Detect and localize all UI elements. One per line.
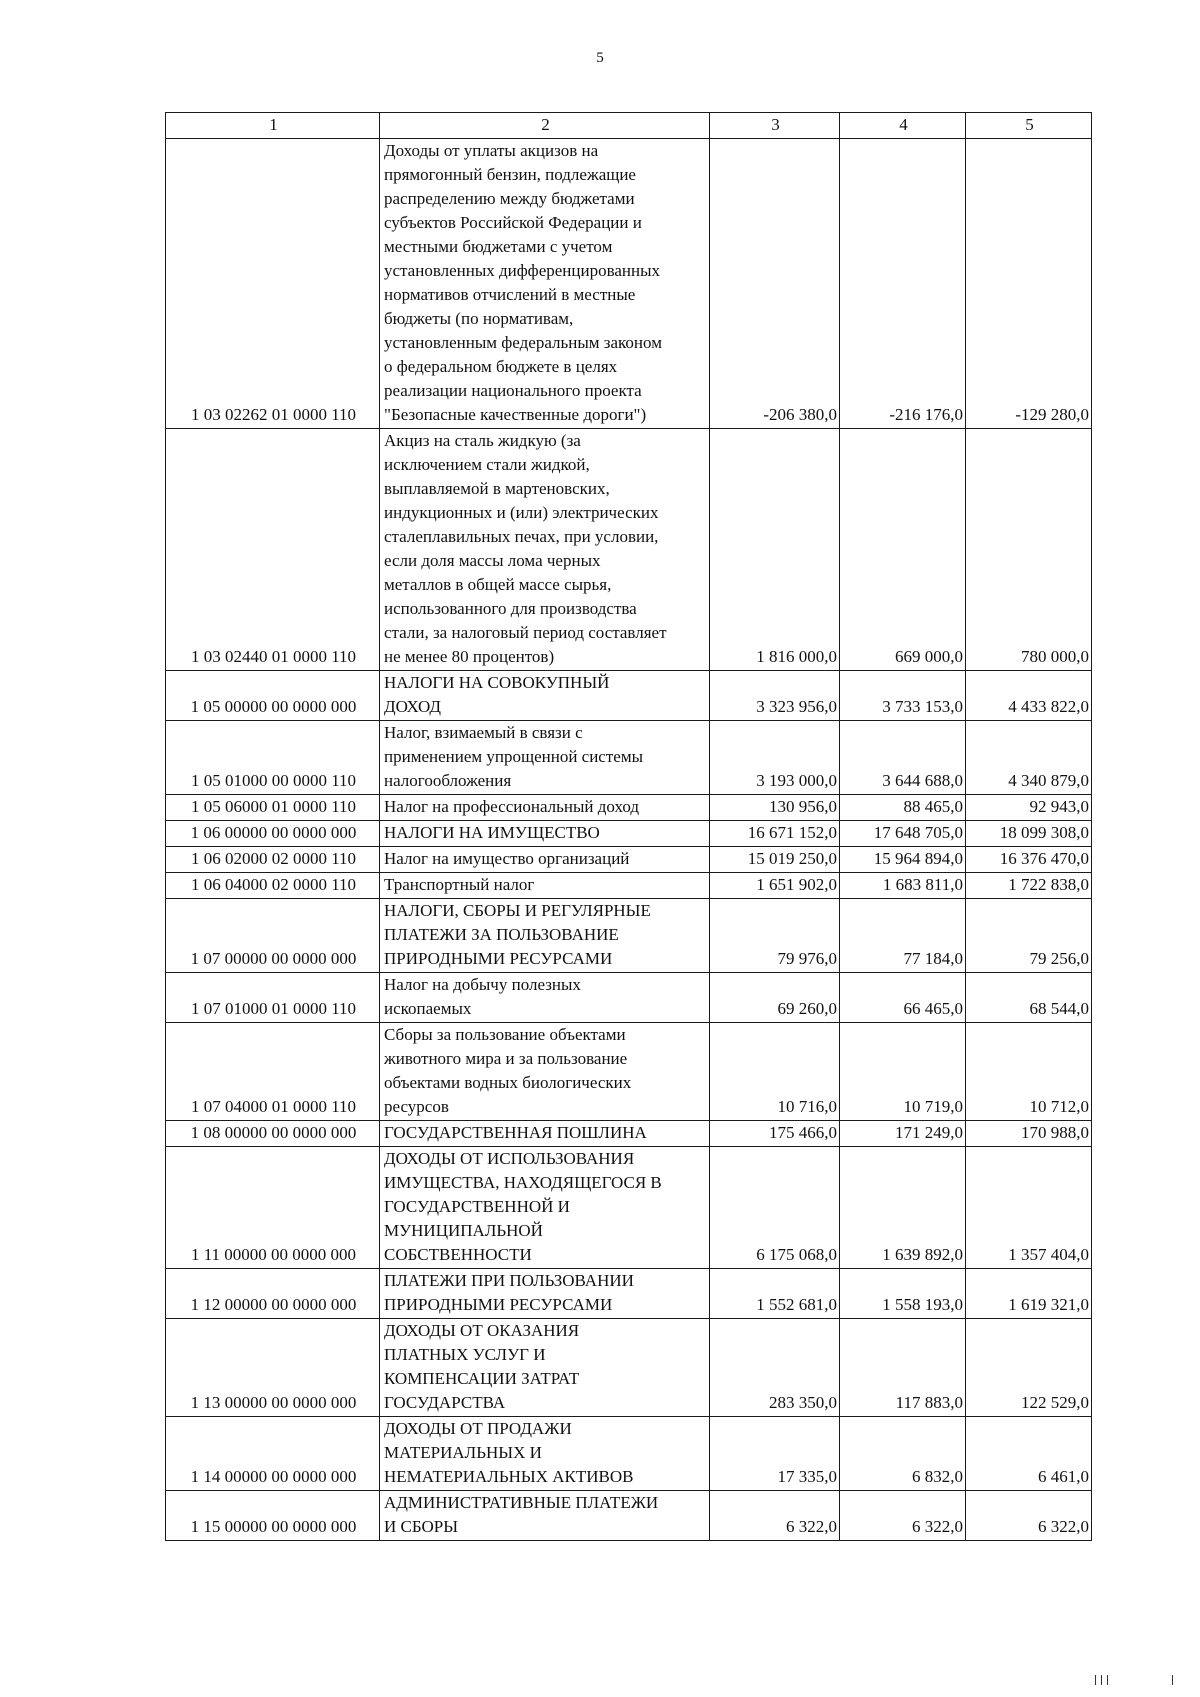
cell-code: 1 14 00000 00 0000 000 [166, 1417, 380, 1491]
cell-value-4: 117 883,0 [840, 1319, 966, 1417]
table-row [166, 721, 1092, 795]
cell-name: АДМИНИСТРАТИВНЫЕ ПЛАТЕЖИ И СБОРЫ [380, 1491, 710, 1541]
cell-name: Акциз на сталь жидкую (за исключением стали жидкой, выплавляемой в мартеновских, индукционных и (или) электрических сталеплавильных печах, при условии, если доля массы лома черных металлов в общей массе сырья, использованного для производства стали, за налоговый период составляет не менее 80 процентов) [380, 429, 710, 671]
cell-value-4: 15 964 894,0 [840, 847, 966, 873]
cell-value-4: -216 176,0 [840, 139, 966, 429]
cell-value-3: 6 322,0 [710, 1491, 840, 1541]
cell-value-3: 15 019 250,0 [710, 847, 840, 873]
cell-value-5: 4 433 822,0 [966, 671, 1092, 721]
table-body [166, 139, 1092, 1541]
cell-value-5: 79 256,0 [966, 899, 1092, 973]
cell-value-4: 3 733 153,0 [840, 671, 966, 721]
cell-code: 1 11 00000 00 0000 000 [166, 1147, 380, 1269]
cell-name: ГОСУДАРСТВЕННАЯ ПОШЛИНА [380, 1121, 710, 1147]
cell-name: НАЛОГИ НА СОВОКУПНЫЙ ДОХОД [380, 671, 710, 721]
cell-name: ДОХОДЫ ОТ ОКАЗАНИЯ ПЛАТНЫХ УСЛУГ И КОМПЕНСАЦИИ ЗАТРАТ ГОСУДАРСТВА [380, 1319, 710, 1417]
cell-value-3: 10 716,0 [710, 1023, 840, 1121]
cell-value-4: 3 644 688,0 [840, 721, 966, 795]
cell-value-3: 16 671 152,0 [710, 821, 840, 847]
cell-value-3: 1 651 902,0 [710, 873, 840, 899]
header-row [166, 113, 1092, 139]
table-row [166, 139, 1092, 429]
cell-code: 1 03 02440 01 0000 110 [166, 429, 380, 671]
cell-name: Налог на добычу полезных ископаемых [380, 973, 710, 1023]
cell-name: НАЛОГИ НА ИМУЩЕСТВО [380, 821, 710, 847]
cell-value-5: 122 529,0 [966, 1319, 1092, 1417]
scan-mark [1172, 1675, 1173, 1685]
cell-code: 1 07 01000 01 0000 110 [166, 973, 380, 1023]
table-row [166, 429, 1092, 671]
cell-value-5: 68 544,0 [966, 973, 1092, 1023]
cell-value-4: 1 683 811,0 [840, 873, 966, 899]
cell-code: 1 08 00000 00 0000 000 [166, 1121, 380, 1147]
table-row [166, 1417, 1092, 1491]
page-number: 5 [596, 50, 604, 66]
table-row [166, 1147, 1092, 1269]
column-header-3: 3 [710, 113, 840, 139]
scan-mark [1107, 1675, 1108, 1685]
cell-name: Доходы от уплаты акцизов на прямогонный бензин, подлежащие распределению между бюджетами субъектов Российской Федерации и местными бюджетами с учетом установленных дифференцированных нормативов отчислений в местные бюджеты (по нормативам, установленным федеральным законом о федеральном бюджете в целях реализации национального проекта "Безопасные качественные дороги") [380, 139, 710, 429]
cell-code: 1 05 00000 00 0000 000 [166, 671, 380, 721]
column-header-2: 2 [380, 113, 710, 139]
cell-name: НАЛОГИ, СБОРЫ И РЕГУЛЯРНЫЕ ПЛАТЕЖИ ЗА ПОЛЬЗОВАНИЕ ПРИРОДНЫМИ РЕСУРСАМИ [380, 899, 710, 973]
cell-value-4: 171 249,0 [840, 1121, 966, 1147]
table-row [166, 1269, 1092, 1319]
cell-value-4: 77 184,0 [840, 899, 966, 973]
cell-name: Налог на имущество организаций [380, 847, 710, 873]
cell-code: 1 03 02262 01 0000 110 [166, 139, 380, 429]
cell-value-5: 18 099 308,0 [966, 821, 1092, 847]
cell-value-3: 1 816 000,0 [710, 429, 840, 671]
cell-name: ПЛАТЕЖИ ПРИ ПОЛЬЗОВАНИИ ПРИРОДНЫМИ РЕСУРСАМИ [380, 1269, 710, 1319]
cell-code: 1 06 04000 02 0000 110 [166, 873, 380, 899]
table-row [166, 973, 1092, 1023]
cell-value-5: 16 376 470,0 [966, 847, 1092, 873]
cell-name: ДОХОДЫ ОТ ПРОДАЖИ МАТЕРИАЛЬНЫХ И НЕМАТЕРИАЛЬНЫХ АКТИВОВ [380, 1417, 710, 1491]
cell-value-3: 79 976,0 [710, 899, 840, 973]
cell-code: 1 06 00000 00 0000 000 [166, 821, 380, 847]
cell-value-4: 669 000,0 [840, 429, 966, 671]
cell-value-4: 6 322,0 [840, 1491, 966, 1541]
cell-value-5: 10 712,0 [966, 1023, 1092, 1121]
cell-value-4: 88 465,0 [840, 795, 966, 821]
cell-value-3: 6 175 068,0 [710, 1147, 840, 1269]
cell-code: 1 13 00000 00 0000 000 [166, 1319, 380, 1417]
cell-value-4: 66 465,0 [840, 973, 966, 1023]
table-row [166, 899, 1092, 973]
table-row [166, 821, 1092, 847]
cell-value-5: 1 722 838,0 [966, 873, 1092, 899]
cell-value-5: 1 357 404,0 [966, 1147, 1092, 1269]
cell-name: Транспортный налог [380, 873, 710, 899]
revenue-table [165, 112, 1092, 1541]
cell-name: Налог на профессиональный доход [380, 795, 710, 821]
table-row [166, 671, 1092, 721]
cell-value-3: 3 193 000,0 [710, 721, 840, 795]
cell-code: 1 07 04000 01 0000 110 [166, 1023, 380, 1121]
cell-value-3: 17 335,0 [710, 1417, 840, 1491]
column-header-1: 1 [166, 113, 380, 139]
cell-code: 1 05 01000 00 0000 110 [166, 721, 380, 795]
cell-name: Налог, взимаемый в связи с применением упрощенной системы налогообложения [380, 721, 710, 795]
cell-value-5: 1 619 321,0 [966, 1269, 1092, 1319]
table-row [166, 847, 1092, 873]
column-header-4: 4 [840, 113, 966, 139]
cell-value-4: 6 832,0 [840, 1417, 966, 1491]
table-row [166, 873, 1092, 899]
cell-code: 1 12 00000 00 0000 000 [166, 1269, 380, 1319]
cell-name: ДОХОДЫ ОТ ИСПОЛЬЗОВАНИЯ ИМУЩЕСТВА, НАХОДЯЩЕГОСЯ В ГОСУДАРСТВЕННОЙ И МУНИЦИПАЛЬНОЙ СОБСТВЕННОСТИ [380, 1147, 710, 1269]
cell-value-3: 175 466,0 [710, 1121, 840, 1147]
table-row [166, 1121, 1092, 1147]
cell-name: Сборы за пользование объектами животного мира и за пользование объектами водных биологических ресурсов [380, 1023, 710, 1121]
table-row [166, 1023, 1092, 1121]
cell-value-5: -129 280,0 [966, 139, 1092, 429]
cell-value-5: 170 988,0 [966, 1121, 1092, 1147]
cell-value-4: 1 558 193,0 [840, 1269, 966, 1319]
scan-mark [1101, 1675, 1102, 1685]
column-header-5: 5 [966, 113, 1092, 139]
cell-value-3: 69 260,0 [710, 973, 840, 1023]
cell-value-4: 10 719,0 [840, 1023, 966, 1121]
cell-value-5: 6 322,0 [966, 1491, 1092, 1541]
cell-code: 1 15 00000 00 0000 000 [166, 1491, 380, 1541]
cell-value-3: -206 380,0 [710, 139, 840, 429]
cell-value-5: 4 340 879,0 [966, 721, 1092, 795]
scan-mark [1095, 1675, 1096, 1685]
cell-value-3: 130 956,0 [710, 795, 840, 821]
table-row [166, 1319, 1092, 1417]
cell-value-3: 3 323 956,0 [710, 671, 840, 721]
cell-code: 1 07 00000 00 0000 000 [166, 899, 380, 973]
cell-value-4: 1 639 892,0 [840, 1147, 966, 1269]
table-row [166, 795, 1092, 821]
cell-code: 1 05 06000 01 0000 110 [166, 795, 380, 821]
cell-value-3: 283 350,0 [710, 1319, 840, 1417]
cell-code: 1 06 02000 02 0000 110 [166, 847, 380, 873]
cell-value-4: 17 648 705,0 [840, 821, 966, 847]
cell-value-5: 780 000,0 [966, 429, 1092, 671]
cell-value-5: 6 461,0 [966, 1417, 1092, 1491]
cell-value-3: 1 552 681,0 [710, 1269, 840, 1319]
table-row [166, 1491, 1092, 1541]
cell-value-5: 92 943,0 [966, 795, 1092, 821]
